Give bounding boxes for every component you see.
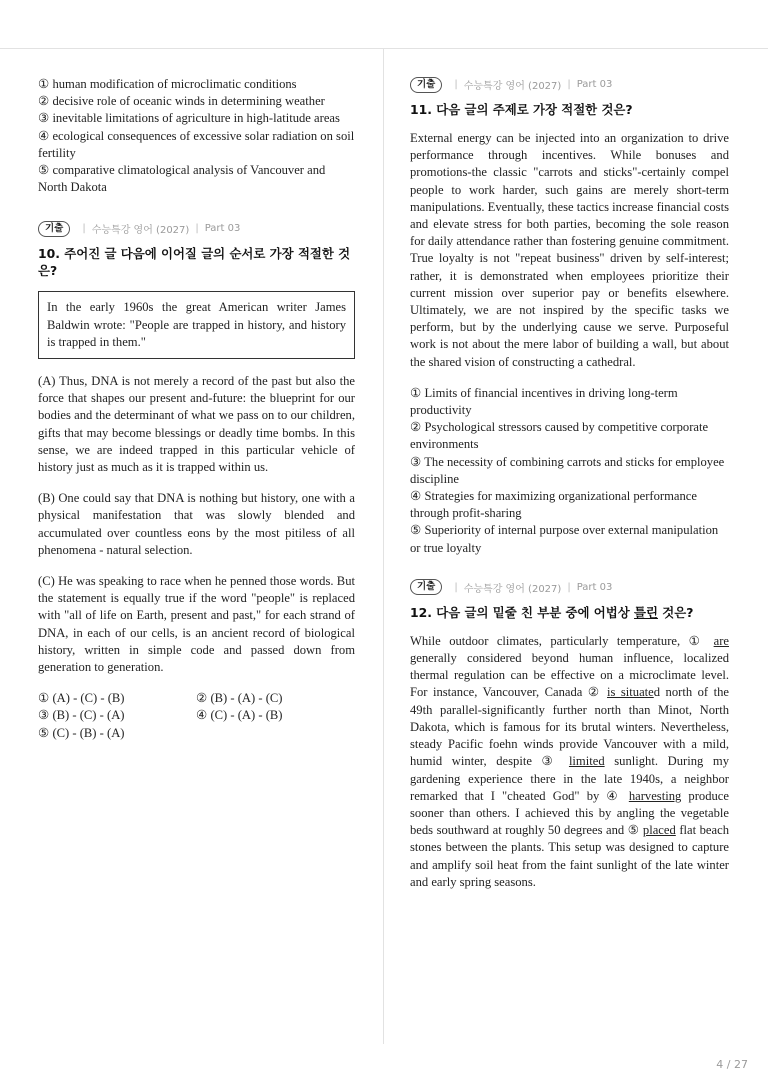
q12-title [410, 604, 729, 621]
q12-underline-4: harvesting [628, 788, 682, 803]
column-divider [383, 48, 384, 1044]
header-rule [0, 48, 768, 49]
q11-title: 11. 다음 글의 주제로 가장 적절한 것은? [410, 102, 633, 117]
q11-part: Part 03 [576, 79, 613, 90]
q10-source: 수능특강 영어 (2027) [91, 225, 190, 237]
q12-passage [410, 633, 729, 891]
q12-source: 수능특강 영어 (2027) [463, 583, 562, 595]
q10-option-5: ⑤ (C) - (B) - (A) [38, 725, 125, 740]
q12-segment-1: While outdoor climates, particularly temperature, ① [410, 633, 714, 648]
q12-segment-5: produce sooner than others. I achieved this by angling the vegetable beds southward at roughly 50 degrees and ⑤ [410, 788, 729, 838]
q11-option-3: ③ The necessity of combining carrots and sticks for employee discipline [410, 454, 725, 486]
q10-option-3: ③ (B) - (C) - (A) [38, 708, 125, 723]
q11-option-4: ④ Strategies for maximizing organizational performance through profit-sharing [410, 489, 697, 521]
q10-given-box: In the early 1960s the great American writer James Baldwin wrote: "People are trapped in history, and history is trapped in them." [38, 291, 355, 359]
q12-underline-2: is situate [607, 685, 654, 700]
q10-option-2: ② (B) - (A) - (C) [196, 691, 283, 706]
q11-tag-pill: 기출 [410, 77, 442, 93]
q10-title: 10. 주어진 글 다음에 이어질 글의 순서로 가장 적절한 것은? [38, 246, 351, 279]
q10-options [38, 690, 355, 742]
q9-option-4: ④ ecological consequences of excessive solar radiation on soil fertility [38, 128, 355, 160]
q12-underline-1: are [713, 633, 729, 648]
q12-segment-3: d north of the 49th parallel-significantly further north than Minot, North Dakota, which is famous for its brutal winters. Nevertheless, steady Pacific foehn winds provide Vancouver with a mild, humid winter, despite ③ [410, 685, 729, 769]
q9-option-5: ⑤ comparative climatological analysis of Vancouver and North Dakota [38, 163, 326, 195]
q11-option-2: ② Psychological stressors caused by competitive corporate environments [410, 420, 709, 452]
page-number: 4 / 27 [716, 1058, 748, 1071]
q11-source-tag: 기출 | 수능특강 영어 (2027) | Part 03 [410, 76, 729, 93]
right-column [410, 76, 729, 905]
q12-segment-2: generally considered beyond human influence, localized thermal regulation can be effective on a microclimate level. For instance, Vancouver, Canada ② [410, 651, 729, 700]
q10-paragraph-c: (C) He was speaking to race when he penned those words. But the statement is equally true if the word "people" is replaced with "all of life on Earth, present and past," for each strand of DNA, in each of our cells, is an ancient record of biological history, written in simple code and passed down from generation to generation. [38, 574, 355, 675]
q11-passage: External energy can be injected into an organization to drive performance through incentives. While bonuses and promotions-the classic "carrots and sticks"-certainly compel people to work harder, such gains are merely short-term manipulations. Eventually, these tactics increase financial costs and elevate stress for both parties, becoming the sole reason for daily attendance rather than fostering genuine commitment. True loyalty is not "repeat business" driven by self-interest; rather, it is demonstrated when employees prioritize their current mission over superior pay or benefits elsewhere. Ultimately, we are not inspired by the specific tasks we perform, but by the underlying cause we serve. Purposeful work is not about the mere labor of building a wall, but about the shared vision of constructing a cathedral. [410, 131, 729, 369]
q12-title-part-a: 12. 다음 글의 밑줄 친 부분 중에 어법상 [410, 604, 635, 620]
q12-title-underlined: 틀린 [634, 604, 658, 620]
q12-segment-4: sunlight. During my gardening experience there in the late 1940s, a neighbor remarked that I "cheated God" by ④ [410, 754, 729, 803]
q12-underline-5: placed [642, 823, 676, 838]
q12-segment-6: flat beach stones between the plants. This setup was designed to capture and amplify soil heat from the faint sunlight of the late winter and early spring seasons. [410, 823, 729, 889]
q12-source-tag: 기출 | 수능특강 영어 (2027) | Part 03 [410, 579, 729, 596]
q12-underline-3: limited [568, 754, 605, 769]
q11-option-5: ⑤ Superiority of internal purpose over external manipulation or true loyalty [410, 523, 719, 555]
q9-option-3: ③ inevitable limitations of agriculture in high-latitude areas [38, 111, 340, 126]
q10-paragraph-a: (A) Thus, DNA is not merely a record of the past but also the force that shapes our present and-future: the blueprint for our bodies and the determinant of what we pass on to our children, gifts that may become blessings or deadly time bombs. In this sense, we are indeed trapped in this particular vehicle of history just as much as it is trapped within us. [38, 374, 355, 475]
q10-option-1: ① (A) - (C) - (B) [38, 691, 125, 706]
left-column [38, 76, 355, 742]
q11-option-1: ① Limits of financial incentives in driving long-term productivity [410, 385, 678, 418]
q9-options [38, 76, 355, 196]
q10-paragraph-b: (B) One could say that DNA is nothing but history, one with a physical manifestation that was slowly blended and accumulated over countless eons by the most pitiless of all phenomena - natural selection. [38, 491, 355, 557]
q10-tag-pill: 기출 [38, 221, 70, 237]
q12-tag-pill: 기출 [410, 579, 442, 595]
q12-part: Part 03 [576, 581, 613, 593]
q10-option-4: ④ (C) - (A) - (B) [196, 708, 283, 723]
q10-source-tag: 기출 | 수능특강 영어 (2027) | Part 03 [38, 220, 355, 237]
q9-option-1: ① human modification of microclimatic conditions [38, 77, 297, 91]
q12-title-part-b: 것은? [657, 604, 694, 620]
q11-options [410, 385, 729, 557]
q11-source: 수능특강 영어 (2027) [463, 81, 562, 92]
q10-part: Part 03 [204, 223, 241, 235]
q9-option-2: ② decisive role of oceanic winds in determining weather [38, 94, 325, 109]
